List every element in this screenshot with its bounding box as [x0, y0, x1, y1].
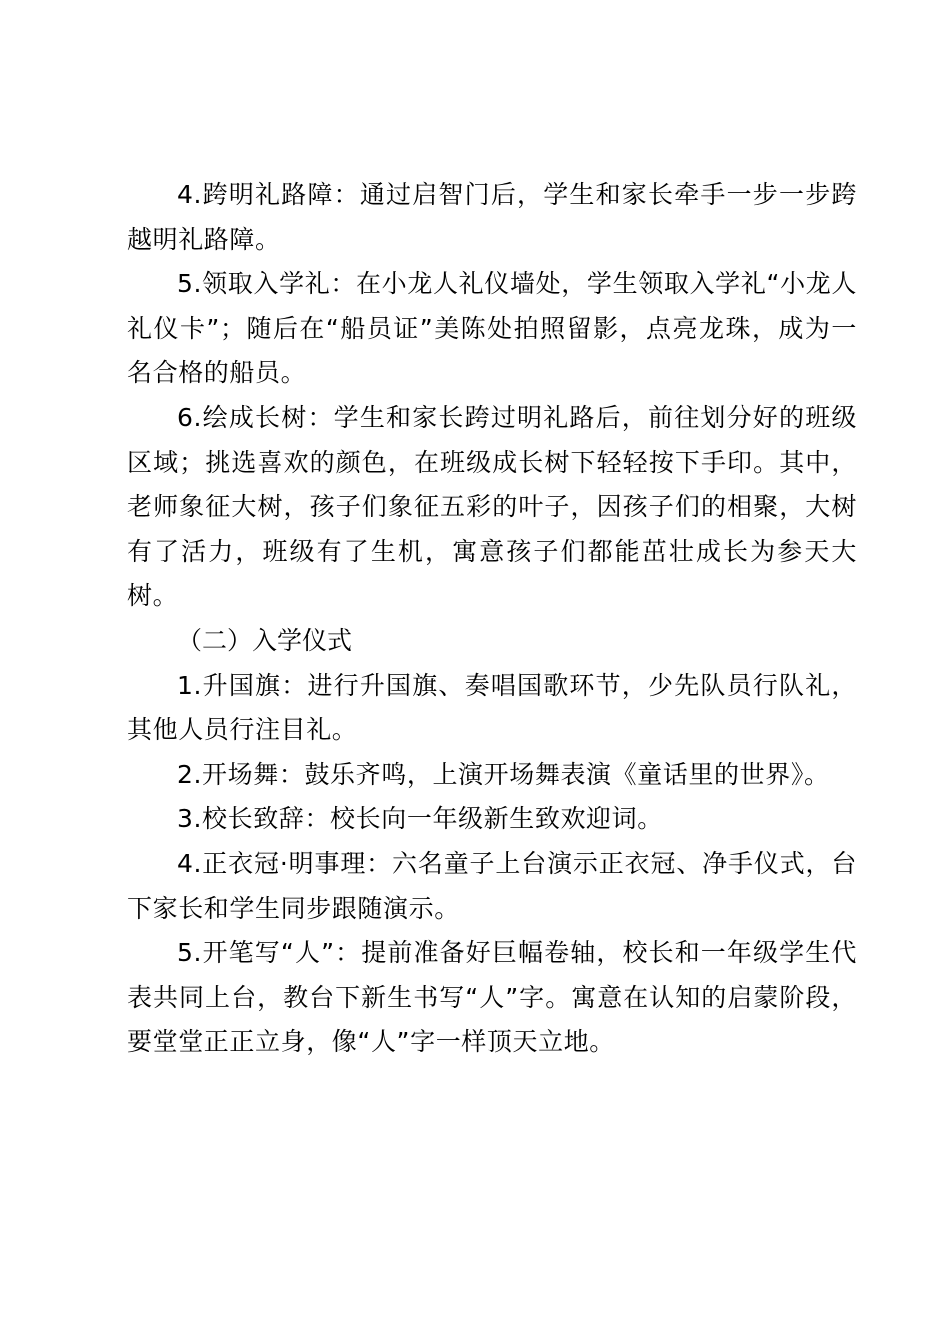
paragraph-flag-raising: 1.升国旗：进行升国旗、奏唱国歌环节，少先队员行队礼，其他人员行注目礼。: [127, 670, 857, 745]
paragraph-writing-ren: 5.开笔写“人”：提前准备好巨幅卷轴，校长和一年级学生代表共同上台，教台下新生书写“人”字。寓意在认知的启蒙阶段，要堂堂正正立身，像“人”字一样顶天立地。: [127, 938, 857, 1057]
paragraph-draw-growth-tree: 6.绘成长树：学生和家长跨过明礼路后，前往划分好的班级区域；挑选喜欢的颜色，在班级成长树下轻轻按下手印。其中，老师象征大树，孩子们象征五彩的叶子，因孩子们的相聚，大树有了活力，班级有了生机，寓意孩子们都能茁壮成长为参天大树。: [127, 402, 857, 611]
section-heading-enrollment-ceremony: （二）入学仪式: [177, 625, 353, 655]
paragraph-opening-dance: 2.开场舞：鼓乐齐鸣，上演开场舞表演《童话里的世界》。: [177, 759, 830, 789]
paragraph-dress-ceremony: 4.正衣冠·明事理：六名童子上台演示正衣冠、净手仪式，台下家长和学生同步跟随演示。: [127, 848, 857, 923]
paragraph-cross-etiquette-barrier: 4.跨明礼路障：通过启智门后，学生和家长牵手一步一步跨越明礼路障。: [127, 180, 857, 254]
paragraph-principal-speech: 3.校长致辞：校长向一年级新生致欢迎词。: [177, 804, 663, 834]
paragraph-receive-enrollment-gift: 5.领取入学礼：在小龙人礼仪墙处，学生领取入学礼“小龙人礼仪卡”；随后在“船员证”美陈处拍照留影，点亮龙珠，成为一名合格的船员。: [127, 269, 857, 388]
document-body: [127, 173, 857, 1065]
